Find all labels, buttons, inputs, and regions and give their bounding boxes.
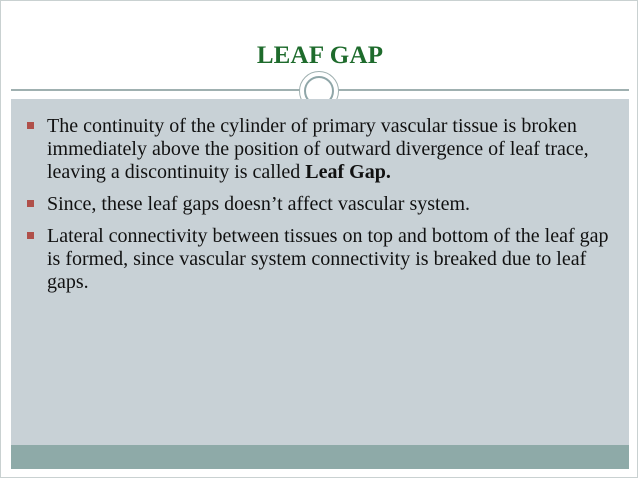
slide-title: LEAF GAP xyxy=(256,42,384,69)
bullet-bold-text: Leaf Gap. xyxy=(305,161,391,183)
bullet-text: Since, these leaf gaps doesn’t affect vascular system. xyxy=(47,193,471,215)
bullet-text: The continuity of the cylinder of primary vascular tissue is broken immediately above the position of outward divergence of leaf trace, leaving a discontinuity is called xyxy=(47,115,589,183)
bullet-list xyxy=(25,115,615,303)
square-bullet-icon xyxy=(27,122,34,129)
bullet-item xyxy=(25,193,615,216)
bullet-item xyxy=(25,225,615,294)
square-bullet-icon xyxy=(27,232,34,239)
bullet-text: Lateral connectivity between tissues on top and bottom of the leaf gap is formed, since vascular system connectivity is breaked due to leaf gaps. xyxy=(47,225,609,293)
content-area xyxy=(11,99,629,445)
bottom-bar xyxy=(11,445,629,469)
square-bullet-icon xyxy=(27,200,34,207)
bullet-item xyxy=(25,115,615,184)
